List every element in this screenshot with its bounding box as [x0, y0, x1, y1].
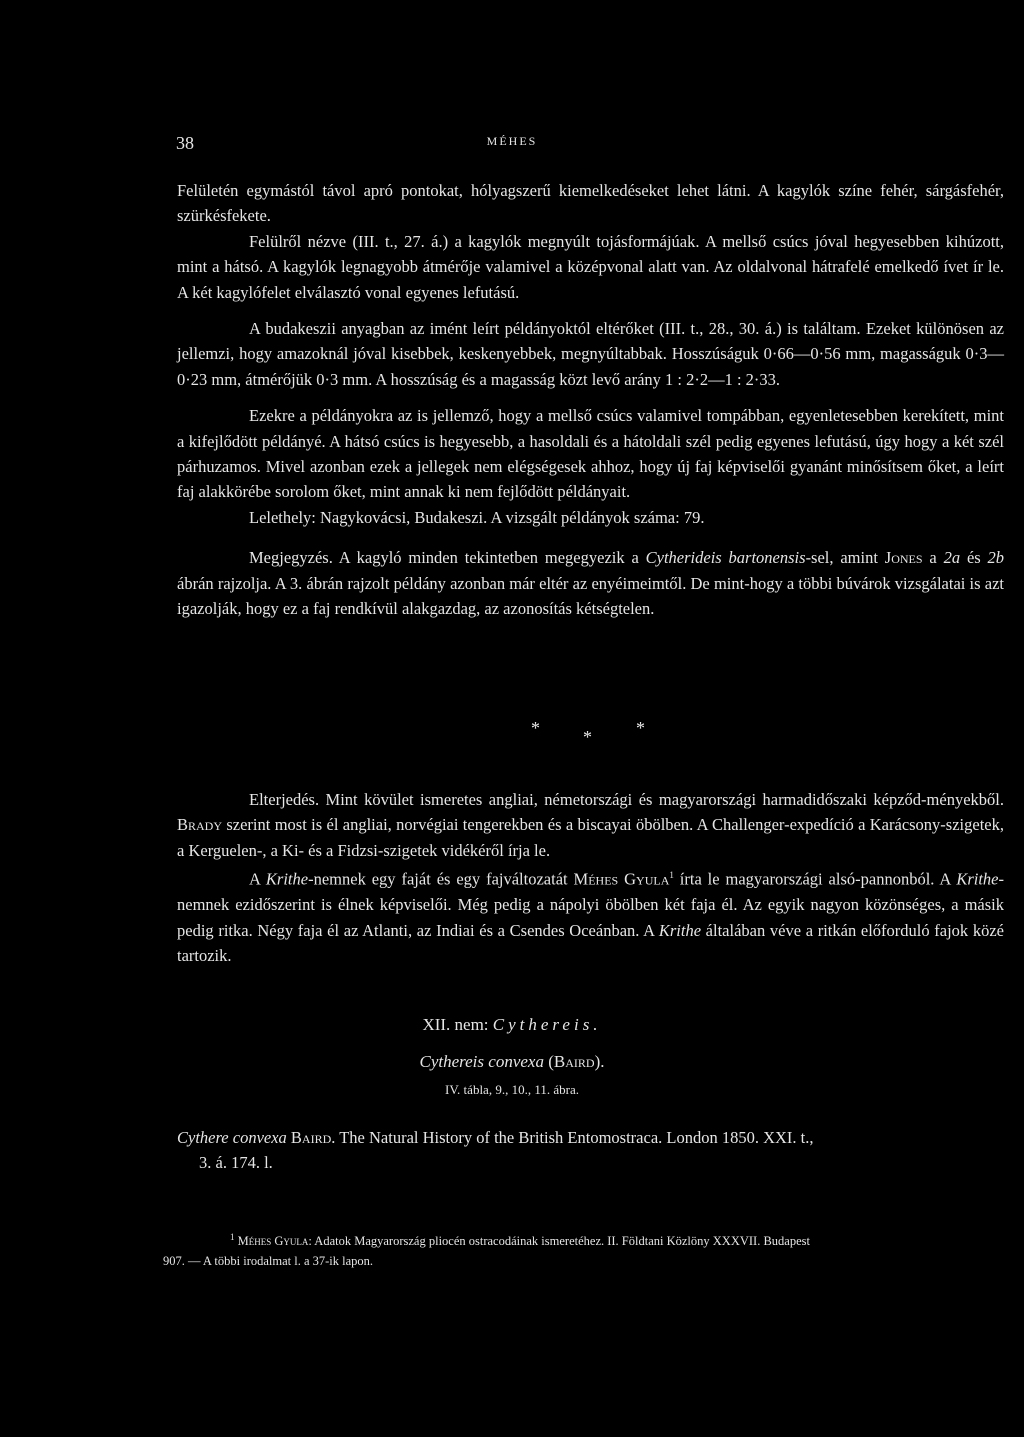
author-name: Baird — [290, 1128, 332, 1147]
paragraph-locality: Lelethely: Nagykovácsi, Budakeszi. A vizsgált példányok száma: 79. — [249, 507, 705, 527]
author-name: Méhes Gyula — [237, 1234, 309, 1249]
paragraph-surface: Felületén egymástól távol apró pontokat, hólyagszerű kiemelkedéseket lehet látni. A kagylók színe fehér, sárgásfehér, szürkésfekete. — [177, 181, 1004, 226]
paragraph-krithe: A Krithe-nemnek egy faját és egy fajváltozatát Méhes Gyula$^1$ írta le magyarországi alsó-pannonból. A Krithe-nemnek ezidőszerint is élnek képviselői. Még pedig a nápolyi öbölben két faja él. Az egyik nagyon közönséges, a másik pedig ritka. Négy faja él az Atlanti, az Indiai és a Csendes Oceánban. A Krithe általában véve a ritkán előforduló fajok közé tartozik. — [177, 869, 1004, 965]
footnote — [163, 1227, 1006, 1271]
genus-heading: XII. nem: Cythereis. — [422, 1015, 602, 1034]
separator-star: * — [531, 718, 540, 738]
taxon-name: Krithe — [658, 920, 702, 940]
section-separator — [0, 718, 1024, 748]
running-head: MÉHES — [486, 134, 538, 148]
page-number: 38 — [176, 133, 194, 153]
citation-line: 3. á. 174. l. — [199, 1153, 273, 1172]
citation-line: Cythere convexa Baird. The Natural History of the British Entomostraca. London 1850. XXI. t., — [177, 1128, 814, 1147]
separator-star: * — [583, 727, 592, 747]
footnote-marker: 1 — [669, 870, 674, 881]
plate-reference: IV. tábla, 9., 10., 11. ábra. — [445, 1082, 579, 1097]
species-name: Cythereis convexa — [419, 1052, 544, 1071]
author-name: Jones — [884, 548, 923, 568]
taxon-name: Cytherideis bartonensis — [645, 548, 806, 568]
separator-star: * — [636, 718, 645, 738]
footnote-line: 907. — A többi irodalmat l. a 37-ik lapon. — [163, 1254, 374, 1269]
synonymy-citation — [177, 1125, 1004, 1175]
footnote-line: $^1$ Méhes Gyula: Adatok Magyarország pliocén ostracodáinak ismeretéhez. II. Földtani Közlöny XXXVII. Budapest — [230, 1232, 810, 1249]
paragraph-distribution: Elterjedés. Mint kövület ismeretes angliai, németországi és magyarországi harmadidőszaki képződ-ményekből. Brady szerint most is él angliai, norvégiai tengerekben és a biscayai öbölben. A Challenger-expedíció a Karácsony-szigetek, a Kerguelen-, a Ki- és a Fidzsi-szigetek vidékéről írja le. — [177, 790, 1004, 860]
taxon-name: Krithe — [265, 869, 309, 889]
paragraph-characteristics: Ezekre a példányokra az is jellemző, hogy a mellső csúcs valamivel tompábban, egyenletesebben kerekített, mint a kifejlődött példányé. A hátsó csúcs is hegyesebb, a hasoldali és a hátoldali szél pedig egyenes lefutású, úgy hogy a két szél párhuzamos. Mivel azonban ezek a jellegek nem elégségesek ahhoz, hogy új faj képviselői gyanánt minősítsem őket, a leírt faj alakkörébe sorolom őket, mint annak ki nem fejlődött példányait. — [177, 406, 1004, 502]
author-name: Méhes Gyula — [573, 869, 670, 889]
footnote-mark: 1 — [230, 1232, 235, 1242]
species-heading: Cythereis convexa (Baird). — [419, 1052, 605, 1071]
main-text — [177, 178, 1004, 622]
distribution-text — [177, 787, 1004, 968]
paragraph-remark: Megjegyzés. A kagyló minden tekintetben megegyezik a Cytherideis bartonensis-sel, amint Jones a 2a és 2b ábrán rajzolja. A 3. ábrán rajzolt példány azonban már eltér az enyéimeimtől. De mint-hogy a többi búvárok vizsgálatai is azt igazolják, hogy ez a faj rendkívül alakgazdag, az azonosítás kétségtelen. — [177, 548, 1005, 619]
species-author: Baird — [553, 1052, 595, 1071]
genus-name: Cythereis. — [492, 1015, 602, 1034]
taxon-name: Krithe — [956, 869, 999, 889]
author-name: Brady — [177, 815, 223, 835]
paragraph-budakeszi: A budakeszii anyagban az imént leírt példányoktól eltérőket (III. t., 28., 30. á.) is találtam. Ezeket különösen az jellemzi, hogy amazoknál jóval kisebbek, keskenyebbek, megnyúltabbak. Hosszúságuk 0·66—0·56 mm, magasságuk 0·3—0·23 mm, átmérőjük 0·3 mm. A hosszúság és a magasság közt levő arány 1 : 2·2—1 : 2·33. — [177, 319, 1004, 389]
paragraph-top-view: Felülről nézve (III. t., 27. á.) a kagylók megnyúlt tojásformájúak. A mellső csúcs jóval hegyesebben kihúzott, mint a hátsó. A kagylók legnagyobb átmérője valamivel a középvonal alatt van. Az oldalvonal hátrafelé emelkedő ívet ír le. A két kagylófelet elválasztó vonal egyenes lefutású. — [177, 231, 1004, 302]
